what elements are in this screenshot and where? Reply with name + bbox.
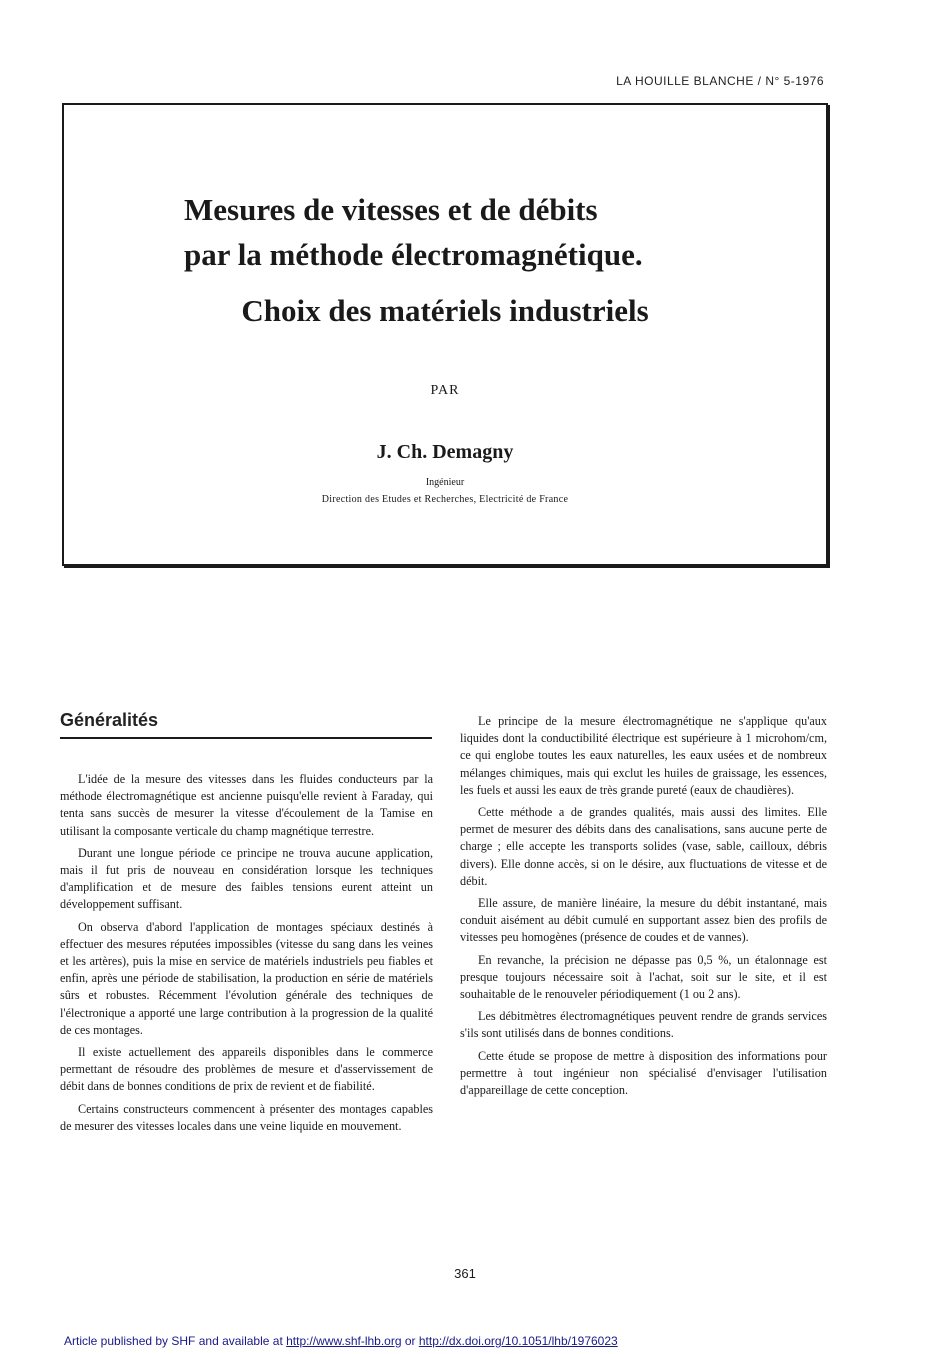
paragraph: En revanche, la précision ne dépasse pas 0,5 %, un étalonnage est presque toujours nécessaire soit à l'achat, soit sur le site, et il est souhaitable de le renouveler périodiquement (1 ou 2 ans). bbox=[460, 952, 827, 1002]
title-box bbox=[62, 103, 828, 566]
section-rule bbox=[60, 737, 432, 739]
publication-footer bbox=[64, 1334, 618, 1348]
running-head: LA HOUILLE BLANCHE / N° 5-1976 bbox=[616, 74, 824, 88]
paragraph: Cette méthode a de grandes qualités, mais aussi des limites. Elle permet de mesurer des débits dans des canalisations, sans aucune perte de charge ; elle accepte les transports solides (vase, sable, cailloux, débris divers). Elle donne accès, si on le désire, aux fluctuations de vitesse et de débit. bbox=[460, 805, 827, 888]
paragraph: Cette étude se propose de mettre à disposition des informations pour permettre à tout ingénieur non spécialisé d'envisager l'utilisation d'appareillage de cette conception. bbox=[460, 1048, 827, 1098]
paragraph: Certains constructeurs commencent à présenter des montages capables de mesurer des vitesses locales dans une veine liquide en mouvement. bbox=[60, 1101, 433, 1133]
paragraph: On observa d'abord l'application de montages spéciaux destinés à effectuer des mesures réputées impossibles (vitesse du sang dans les veines et les artères), puis la mise en service de matériels industriels peu fiables et enfin, après une période de stabilisation, la production en série de matériels sûrs et robustes. Récemment l'évolution générale des techniques de l'électronique a apporté une large contribution à la progression de la qualité de ces montages. bbox=[60, 919, 433, 1037]
paragraph: Le principe de la mesure électromagnétique ne s'applique qu'aux liquides dont la conductibilité électrique est supérieure à 1 microhom/cm, ce qui englobe toutes les eaux naturelles, les eaux usées et de nombreux mélanges chimiques, mais qui exclut les huiles de graissage, les essences, les fuels et aussi les eaux de très grande pureté (eaux de chaudières). bbox=[460, 714, 827, 797]
section-heading: Généralités bbox=[60, 710, 159, 730]
author-name: J. Ch. Demagny bbox=[376, 441, 514, 463]
paragraph: Les débitmètres électromagnétiques peuvent rendre de grands services s'ils sont utilisés dans de bonnes conditions. bbox=[460, 1009, 827, 1041]
paragraph: Elle assure, de manière linéaire, la mesure du débit instantané, mais conduit aisément au débit cumulé en supportant assez bien des profils de vitesses peu homogènes (présence de coudes et de vannes). bbox=[460, 896, 827, 945]
article-title bbox=[184, 187, 643, 277]
paragraph: Durant une longue période ce principe ne trouva aucune application, mais il fut pris de nouveau en considération lorsque les techniques d'amplification et de mesure des faibles tensions eurent atteint un développement suffisant. bbox=[60, 845, 433, 912]
footer-middle: or bbox=[401, 1334, 419, 1348]
author-affiliation: Direction des Etudes et Recherches, Electricité de France bbox=[321, 494, 569, 505]
shf-link[interactable]: http://www.shf-lhb.org bbox=[286, 1334, 402, 1348]
left-column bbox=[60, 771, 433, 1140]
article-subtitle: Choix des matériels industriels bbox=[241, 293, 649, 328]
right-column bbox=[460, 713, 827, 1104]
footer-prefix: Article published by SHF and available at bbox=[64, 1334, 287, 1348]
by-label: PAR bbox=[430, 383, 460, 398]
title-line-1: Mesures de vitesses et de débits bbox=[184, 192, 598, 227]
title-line-2: par la méthode électromagnétique. bbox=[184, 237, 643, 272]
paragraph: L'idée de la mesure des vitesses dans les fluides conducteurs par la méthode électromagnétique est ancienne puisqu'elle revient à Faraday, qui tenta sans succès de mesurer la vitesse d'écoulement de la Tamise en utilisant la composante verticale du champ magnétique terrestre. bbox=[60, 772, 433, 838]
paragraph: Il existe actuellement des appareils disponibles dans le commerce permettant de résoudre des problèmes de mesure et d'asservissement de débit dans de bonnes conditions de prix de revient et de fiabilité. bbox=[60, 1045, 433, 1094]
doi-link[interactable]: http://dx.doi.org/10.1051/lhb/1976023 bbox=[418, 1334, 618, 1348]
author-role: Ingénieur bbox=[425, 477, 465, 488]
page-number: 361 bbox=[454, 1266, 476, 1281]
